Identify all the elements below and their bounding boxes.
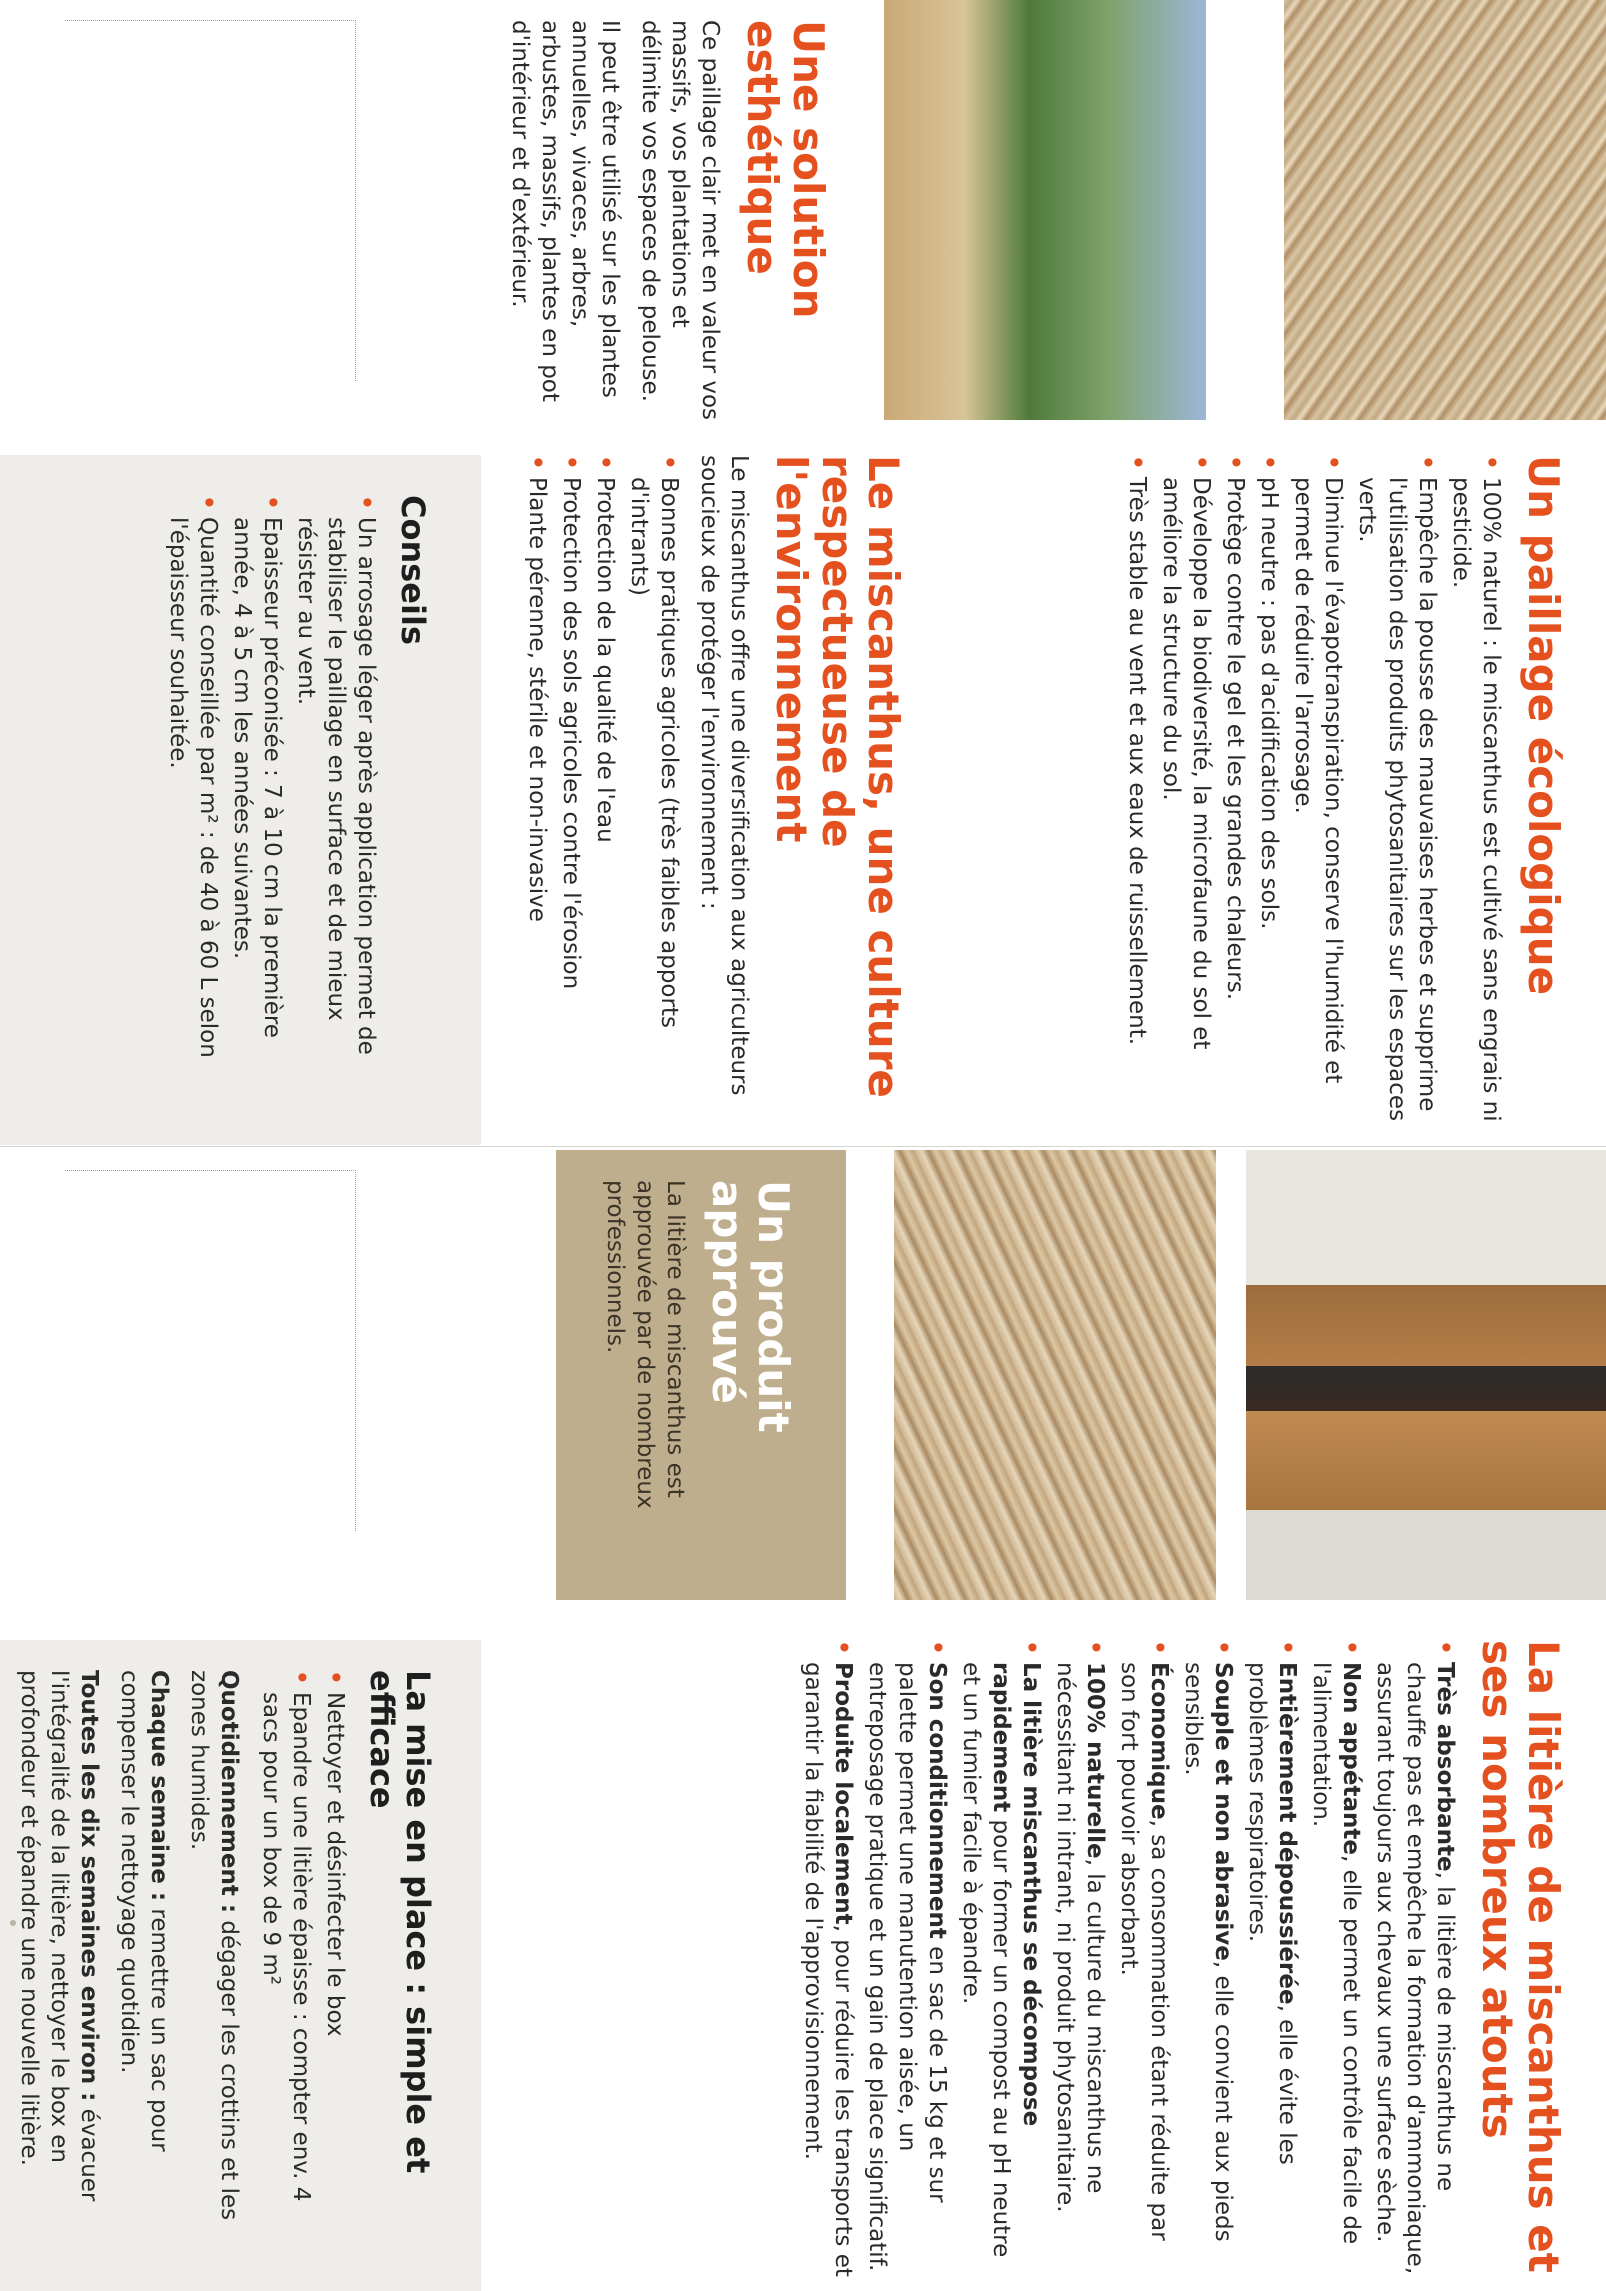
list-item: • pH neutre : pas d'acidification des sols.: [1254, 455, 1284, 1145]
culture-intro: Le miscanthus offre une diversification aux agriculteurs soucieux de protéger l'environnement :: [696, 455, 752, 1096]
list-item: • Quantité conseillée par m² : de 40 à 60 L selon l'épaisseur souhaitée.: [163, 495, 223, 1085]
culture-title: Le miscanthus, une culture respectueuse de l'environnement: [767, 455, 908, 1098]
list-item: • Protection de la qualité de l'eau: [590, 455, 620, 1145]
conseils-title: Conseils: [394, 495, 432, 645]
list-item: [798, 1640, 858, 2280]
item-bold: La litière miscanthus se décompose rapidement: [988, 1662, 1044, 2127]
litiere-list: [798, 1640, 1460, 2280]
list-item: • Développe la biodiversité, la microfaune du sol et améliore la structure du sol.: [1156, 455, 1216, 1145]
culture-list: [522, 455, 684, 1145]
item-bold: 100% naturelle: [1082, 1662, 1108, 1859]
stamp-area: [65, 20, 356, 381]
item-bold: Entièrement dépoussiérée: [1274, 1662, 1300, 2005]
list-item: [1178, 1640, 1238, 2280]
mise-paragraph: [14, 1670, 104, 2251]
item-text: en sac de 15 kg et sur palette permet une manutention aisée, un entreposage pratique et un gain de place significatif.: [864, 1662, 950, 2272]
paillage-section: [1124, 455, 1568, 1145]
list-item: • Bonnes pratiques agricoles (très faibles apports d'intrants): [624, 455, 684, 1145]
conseils-section: [0, 455, 481, 1145]
conseils-list: [163, 495, 381, 1085]
paillage-title: Un paillage écologique: [1519, 455, 1568, 996]
list-item: • Epaisseur préconisée : 7 à 10 cm la première année, 4 à 5 cm les années suivantes.: [227, 495, 287, 1085]
item-bold: Son conditionnement: [924, 1662, 950, 1939]
item-text: pour former un compost au pH neutre et un fumier facile à épandre.: [958, 1662, 1014, 2258]
photo-miscanthus-chips: [1284, 0, 1606, 420]
esthetique-section: [381, 20, 831, 420]
list-item: [1242, 1640, 1302, 2280]
list-item: • Protection des sols agricoles contre l'érosion: [556, 455, 586, 1145]
list-item: • Epandre une litière épaisse : compter env. 4 sacs pour un box de 9 m²: [256, 1670, 316, 2251]
item-text: , elle évite les problèmes respiratoires.: [1244, 1662, 1300, 2165]
para-text: remettre un sac pour compenser le nettoyage quotidien.: [116, 1670, 172, 2152]
esthetique-paragraph-1: Ce paillage clair met en valeur vos massifs, vos plantations et délimite vos espaces de pelouse.: [637, 20, 723, 421]
approuve-text: La litière de miscanthus est approuvée par de nombreux professionnels.: [602, 1180, 688, 1509]
photo-horse-stable: [1246, 1150, 1606, 1600]
list-item: • Très stable au vent et aux eaux de ruissellement.: [1122, 455, 1152, 1145]
mise-title: La mise en place : simple et efficace: [363, 1670, 437, 2174]
photo-miscanthus-litter: [894, 1150, 1216, 1600]
list-item: [1306, 1640, 1366, 2280]
list-item: [1370, 1640, 1460, 2280]
item-text: , elle convient aux pieds sensibles.: [1180, 1662, 1236, 2242]
item-bold: Souple et non abrasive: [1210, 1662, 1236, 1961]
item-text: , pour réduire les transports et garantir la fiabilité de l'approvisionnement.: [800, 1662, 856, 2277]
list-item: [862, 1640, 952, 2280]
fold-line: [0, 1146, 1606, 1147]
approuve-section: [556, 1150, 846, 1600]
esthetique-title: Une solution esthétique: [738, 20, 833, 319]
item-text: , la litière de miscanthus ne chauffe pas et empêche la formation d'ammoniaque, assurant toujours aux chevaux une surface sèche.: [1372, 1662, 1458, 2275]
item-bold: Économique: [1146, 1662, 1172, 1820]
item-bold: Très absorbante: [1432, 1662, 1458, 1872]
culture-section: [521, 455, 906, 1145]
para-text: dégager les crottins et les zones humides.: [186, 1670, 242, 2221]
item-bold: Non appétante: [1338, 1662, 1364, 1855]
para-bold: Toutes les dix semaines environ :: [76, 1670, 102, 2102]
item-bold: Produite localement: [830, 1662, 856, 1925]
litiere-section: [546, 1640, 1566, 2280]
list-item: • Protège contre le gel et les grandes chaleurs.: [1220, 455, 1250, 1145]
approuve-title: Un produit approuvé: [703, 1180, 798, 1433]
list-item: • Diminue l'évapotranspiration, conserve l'humidité et permet de réduire l'arrosage.: [1288, 455, 1348, 1145]
paillage-list: [1122, 455, 1506, 1145]
item-text: , sa consommation étant réduite par son fort pouvoir absorbant.: [1116, 1662, 1172, 2241]
mise-paragraph: [184, 1670, 244, 2251]
list-item: • Un arrosage léger après application permet de stabiliser le paillage en surface et de mieux résister au vent.: [291, 495, 381, 1085]
list-item: • 100% naturel : le miscanthus est cultivé sans engrais ni pesticide.: [1446, 455, 1506, 1145]
stamp-area: [65, 1170, 356, 1531]
photo-garden-path: [884, 0, 1206, 420]
list-item: • Nettoyer et désinfecter le box: [320, 1670, 350, 2251]
list-item: [956, 1640, 1046, 2280]
mise-en-place-section: [0, 1640, 481, 2291]
mise-paragraph: [114, 1670, 174, 2251]
item-text: , elle permet un contrôle facile de l'alimentation.: [1308, 1662, 1364, 2245]
para-text: évacuer l'intégralité de la litière, nettoyer le box en profondeur et épandre une nouvelle litière.: [16, 1670, 102, 2202]
punch-dot: [10, 1920, 16, 1926]
item-text: , la culture du miscanthus ne nécessitant ni intrant, ni produit phytosanitaire.: [1052, 1662, 1108, 2213]
list-item: • Empêche la pousse des mauvaises herbes et supprime l'utilisation des produits phytosanitaires sur les espaces verts.: [1352, 455, 1442, 1145]
para-bold: Chaque semaine :: [146, 1670, 172, 1902]
list-item: [1050, 1640, 1110, 2280]
list-item: [1114, 1640, 1174, 2280]
para-bold: Quotidiennement :: [216, 1670, 242, 1914]
mise-list: [256, 1670, 350, 2251]
list-item: • Plante pérenne, stérile et non-invasive: [522, 455, 552, 1145]
litiere-title: La litière de miscanthus et ses nombreux atouts: [1473, 1640, 1568, 2273]
esthetique-paragraph-2: Il peut être utilisé sur les plantes annuelles, vivaces, arbres, arbustes, massifs, plantes en pot d'intérieur et d'extérieur.: [507, 20, 623, 402]
